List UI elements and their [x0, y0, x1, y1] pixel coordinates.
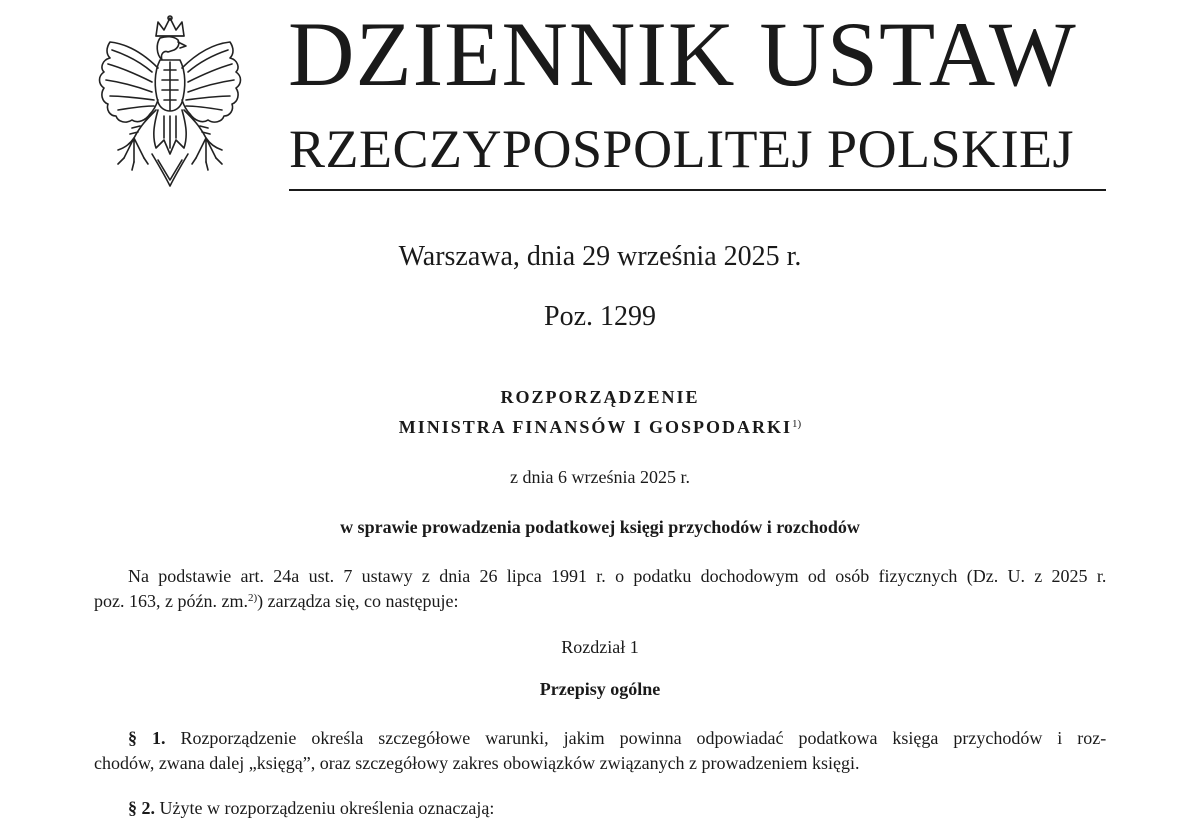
section-1-paragraph	[94, 726, 1106, 776]
legal-basis-line-1: Na podstawie art. 24a ust. 7 ustawy z dnia 26 lipca 1991 r. o podatku dochodowym od osób fizycznych (Dz. U. z 2025 r.	[128, 566, 1107, 586]
chapter-title: Przepisy ogólne	[539, 679, 661, 699]
section-2-paragraph	[94, 796, 1106, 821]
section-1-label: § 1.	[128, 728, 166, 748]
gazette-title: DZIENNIK USTAW	[288, 3, 1077, 105]
polish-eagle-emblem-icon	[94, 14, 246, 190]
chapter-number: Rozdział 1	[561, 637, 639, 657]
legal-basis-line-2	[94, 589, 1106, 614]
section-1-line-2: chodów, zwana dalej „księgą”, oraz szczegółowy zakres obowiązków związanych z prowadzeniem księgi.	[94, 753, 860, 773]
act-type: ROZPORZĄDZENIE	[500, 387, 700, 407]
section-2-text-1: Użyte w rozporządzeniu określenia oznaczają:	[159, 798, 495, 818]
masthead-divider	[289, 189, 1106, 191]
issue-date: Warszawa, dnia 29 września 2025 r.	[398, 241, 802, 272]
legal-basis-paragraph	[94, 564, 1106, 614]
masthead	[0, 0, 1200, 200]
section-1-line-1	[94, 726, 1106, 751]
legal-basis-line-2-end: ) zarządza się, co następuje:	[257, 591, 459, 611]
section-2-line-1	[94, 796, 1106, 821]
issue-position: Poz. 1299	[544, 301, 656, 332]
legal-basis-line-2-start: poz. 163, z późn. zm.	[94, 591, 248, 611]
act-authority-text: MINISTRA FINANSÓW I GOSPODARKI	[398, 417, 793, 437]
section-2-label: § 2.	[128, 798, 155, 818]
act-date: z dnia 6 września 2025 r.	[510, 467, 690, 487]
act-subject: w sprawie prowadzenia podatkowej księgi przychodów i rozchodów	[340, 517, 860, 537]
authority-footnote-ref[interactable]: 1)	[792, 418, 802, 430]
gazette-subtitle: RZECZYPOSPOLITEJ POLSKIEJ	[289, 119, 1075, 179]
basis-footnote-ref[interactable]: 2)	[247, 592, 258, 604]
act-authority	[0, 416, 1200, 438]
section-1-text-1: Rozporządzenie określa szczegółowe warunki, jakim powinna odpowiadać podatkowa księga przychodów i roz-	[180, 728, 1107, 748]
